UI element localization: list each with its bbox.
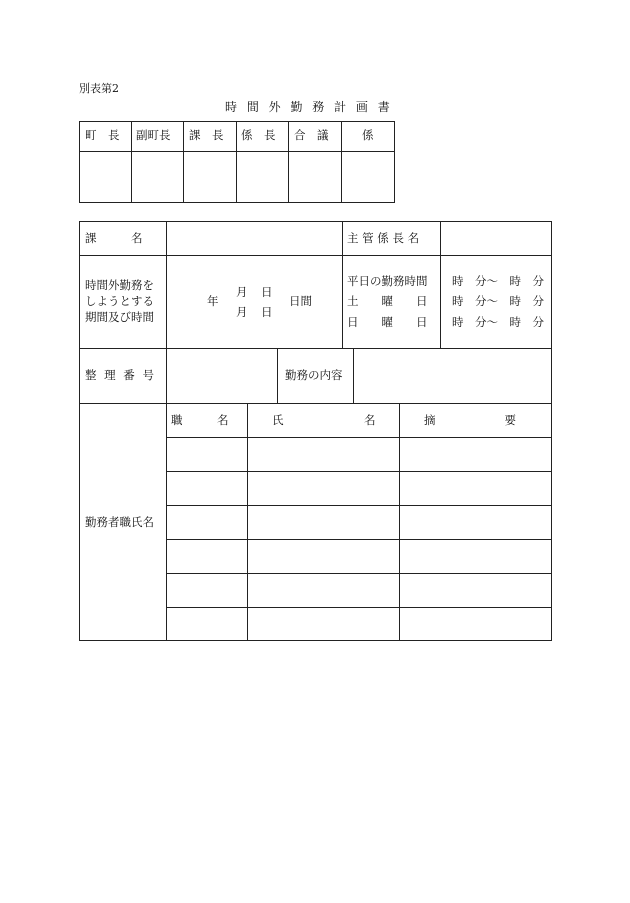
- approval-header-unit-chief: 係 長: [241, 128, 276, 142]
- date-to-day-label: 日: [261, 305, 273, 319]
- sunday-label: 日 曜 日: [347, 315, 428, 329]
- work-content-field[interactable]: [354, 349, 551, 403]
- sunday-time-range[interactable]: 時 分～ 時 分: [452, 315, 544, 329]
- period-label-line-3: 期間及び時間: [85, 310, 154, 324]
- column-header-title: 職 名: [171, 413, 229, 427]
- worker-name-cell[interactable]: [248, 540, 399, 573]
- worker-title-cell[interactable]: [167, 574, 247, 607]
- approval-header-deputy-mayor: 副町長: [136, 128, 171, 142]
- worker-title-cell[interactable]: [167, 540, 247, 573]
- form-number: 別表第2: [79, 82, 119, 95]
- workers-label: 勤務者職氏名: [85, 515, 154, 529]
- approval-header-mayor: 町 長: [85, 128, 120, 142]
- column-header-remarks: 摘 要: [424, 413, 516, 427]
- worker-remarks-cell[interactable]: [400, 574, 551, 607]
- weekday-time-range[interactable]: 時 分～ 時 分: [452, 274, 544, 288]
- date-from-month-label: 月: [236, 285, 248, 299]
- date-to-month-label: 月: [236, 305, 248, 319]
- approval-stamp-box-mayor[interactable]: [80, 152, 131, 202]
- worker-remarks-cell[interactable]: [400, 506, 551, 539]
- approval-header-section-chief: 課 長: [189, 128, 224, 142]
- saturday-time-range[interactable]: 時 分～ 時 分: [452, 294, 544, 308]
- period-label-line-2: しようとする: [85, 294, 154, 308]
- days-count-label: 日間: [289, 294, 312, 308]
- supervisor-name-field[interactable]: [441, 222, 551, 255]
- column-header-name: 氏 名: [272, 413, 376, 427]
- approval-stamp-box-section-chief[interactable]: [184, 152, 236, 202]
- date-year-label: 年: [207, 294, 219, 308]
- date-from-day-label: 日: [261, 285, 273, 299]
- approval-header-staff: 係: [362, 128, 374, 142]
- worker-remarks-cell[interactable]: [400, 608, 551, 641]
- approval-stamp-box-consultation[interactable]: [289, 152, 341, 202]
- work-content-label: 勤務の内容: [285, 368, 343, 382]
- period-date-field[interactable]: [167, 256, 342, 348]
- worker-title-cell[interactable]: [167, 608, 247, 641]
- worker-name-cell[interactable]: [248, 438, 399, 471]
- worker-name-cell[interactable]: [248, 506, 399, 539]
- worker-name-cell[interactable]: [248, 574, 399, 607]
- worker-title-cell[interactable]: [167, 472, 247, 505]
- worker-remarks-cell[interactable]: [400, 438, 551, 471]
- saturday-label: 土 曜 日: [347, 294, 428, 308]
- section-name-label: 課 名: [85, 231, 143, 245]
- period-label-line-1: 時間外勤務を: [85, 278, 154, 292]
- reference-number-field[interactable]: [167, 349, 277, 403]
- section-name-field[interactable]: [167, 222, 342, 255]
- approval-header-consultation: 合 議: [294, 128, 329, 142]
- worker-name-cell[interactable]: [248, 608, 399, 641]
- approval-stamp-box-unit-chief[interactable]: [237, 152, 288, 202]
- page-title: 時 間 外 勤 務 計 画 書: [225, 100, 393, 114]
- worker-title-cell[interactable]: [167, 506, 247, 539]
- worker-remarks-cell[interactable]: [400, 540, 551, 573]
- weekday-hours-label: 平日の勤務時間: [347, 274, 428, 288]
- worker-remarks-cell[interactable]: [400, 472, 551, 505]
- worker-title-cell[interactable]: [167, 438, 247, 471]
- approval-stamp-box-deputy-mayor[interactable]: [132, 152, 183, 202]
- reference-number-label: 整 理 番 号: [85, 368, 156, 382]
- approval-stamp-box-staff[interactable]: [342, 152, 394, 202]
- supervisor-name-label: 主 管 係 長 名: [347, 231, 420, 245]
- worker-name-cell[interactable]: [248, 472, 399, 505]
